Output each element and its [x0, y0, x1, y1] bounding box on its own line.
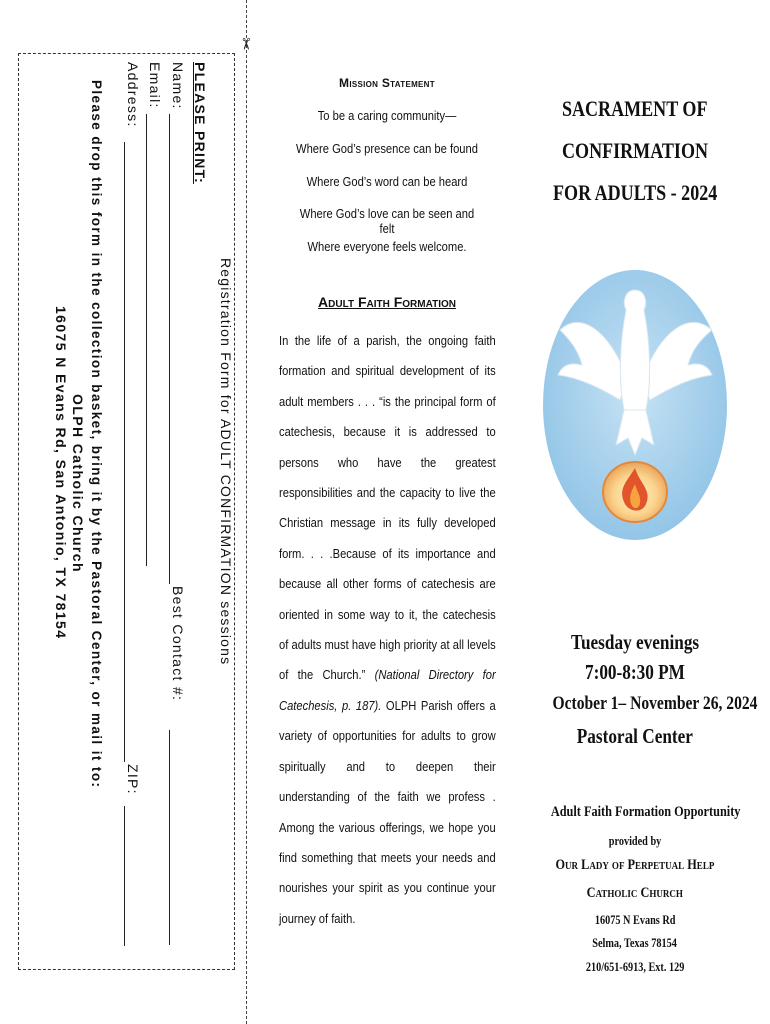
registration-coupon — [18, 53, 235, 970]
opportunity-heading — [530, 804, 740, 821]
opportunity-text: Adult Faith Formation Opportunity — [550, 804, 741, 820]
registration-form-title: Registration Form for ADULT CONFIRMATION sessions — [218, 258, 234, 666]
drop-off-instructions: Please drop this form in the collection basket, bring it by the Pastoral Center, or mail it to: — [89, 80, 104, 789]
aff-body-part1: In the life of a parish, the ongoing faith formation and spiritual development of its adult members . . . “is the principal form of catechesis, because it is addressed to persons who have the greatest responsibilities and the capacity to live the Christian message in its fully developed form. . . .Because of its importance and because all other forms of catechesis are oriented in some way to it, the catechesis of adults must have high priority at all levels of the Church.” — [279, 333, 496, 683]
schedule-location — [530, 724, 740, 749]
provided-by — [530, 834, 740, 849]
church-name-line — [530, 885, 740, 902]
scissors-icon: ✂ — [236, 37, 254, 51]
schedule-days — [530, 630, 740, 655]
mission-line: To be a caring community— — [317, 108, 457, 123]
church-phone-text: 210/651-6913, Ext. 129 — [585, 960, 685, 974]
adult-faith-formation-heading: Adult Faith Formation — [318, 294, 456, 310]
provided-by-text: provided by — [608, 834, 662, 848]
name-label: Name: — [170, 62, 186, 110]
brochure-title-text: FOR ADULTS - 2024 — [552, 180, 718, 205]
church-name-text: Catholic Church — [586, 885, 684, 901]
brochure-title-line — [530, 96, 740, 122]
coupon-church-name: OLPH Catholic Church — [70, 394, 86, 573]
best-contact-label: Best Contact #: — [170, 586, 186, 702]
best-contact-field[interactable] — [169, 730, 170, 945]
schedule-time — [530, 660, 740, 685]
brochure-title-line — [530, 180, 740, 206]
address-field[interactable] — [124, 142, 125, 762]
aff-body-part2: OLPH Parish offers a variety of opportunities for adults to grow spiritually and to deepen their understanding of the faith we profess . Among the various offerings, we hope you find something that meets your needs and nourishes your spirit as you continue your journey of faith. — [279, 697, 496, 926]
church-city-text: Selma, Texas 78154 — [592, 936, 678, 950]
schedule-time-text: 7:00-8:30 PM — [585, 660, 685, 684]
cut-line — [246, 0, 247, 1024]
brochure-title-line — [530, 138, 740, 164]
mission-statement-heading: Mission Statement — [339, 76, 435, 90]
zip-field[interactable] — [124, 806, 125, 946]
registration-coupon-content — [19, 54, 236, 971]
schedule-location-text: Pastoral Center — [576, 724, 694, 748]
church-city — [530, 936, 740, 951]
mission-line: Where God’s word can be heard — [306, 174, 468, 189]
schedule-days-text: Tuesday evenings — [570, 630, 700, 654]
email-field[interactable] — [146, 114, 147, 566]
schedule-dates — [530, 693, 758, 715]
name-field[interactable] — [169, 114, 170, 584]
mission-line: Where God’s love can be seen and felt — [299, 206, 475, 236]
church-street-text: 16075 N Evans Rd — [594, 913, 676, 927]
church-name-line — [530, 857, 740, 874]
zip-label: ZIP: — [125, 764, 141, 795]
email-label: Email: — [147, 62, 163, 109]
schedule-dates-text: October 1– November 26, 2024 — [552, 693, 758, 714]
brochure-title-text: CONFIRMATION — [562, 138, 708, 163]
adult-faith-formation-body — [279, 326, 496, 934]
church-name-text: Our Lady of Perpetual Help — [555, 857, 715, 873]
church-phone — [530, 960, 740, 975]
coupon-church-address: 16075 N Evans Rd, San Antonio, TX 78154 — [53, 306, 69, 640]
address-label: Address: — [125, 62, 141, 128]
church-street — [530, 913, 740, 928]
mission-line: Where everyone feels welcome. — [307, 239, 467, 254]
mission-line: Where God’s presence can be found — [296, 141, 478, 156]
brochure-title-text: SACRAMENT OF — [562, 96, 708, 121]
holy-spirit-dove-flame-icon — [540, 270, 730, 540]
please-print-label: PLEASE PRINT: — [192, 62, 208, 184]
aff-citation: (National Directory for Catechesis, p. 187). — [279, 667, 496, 713]
